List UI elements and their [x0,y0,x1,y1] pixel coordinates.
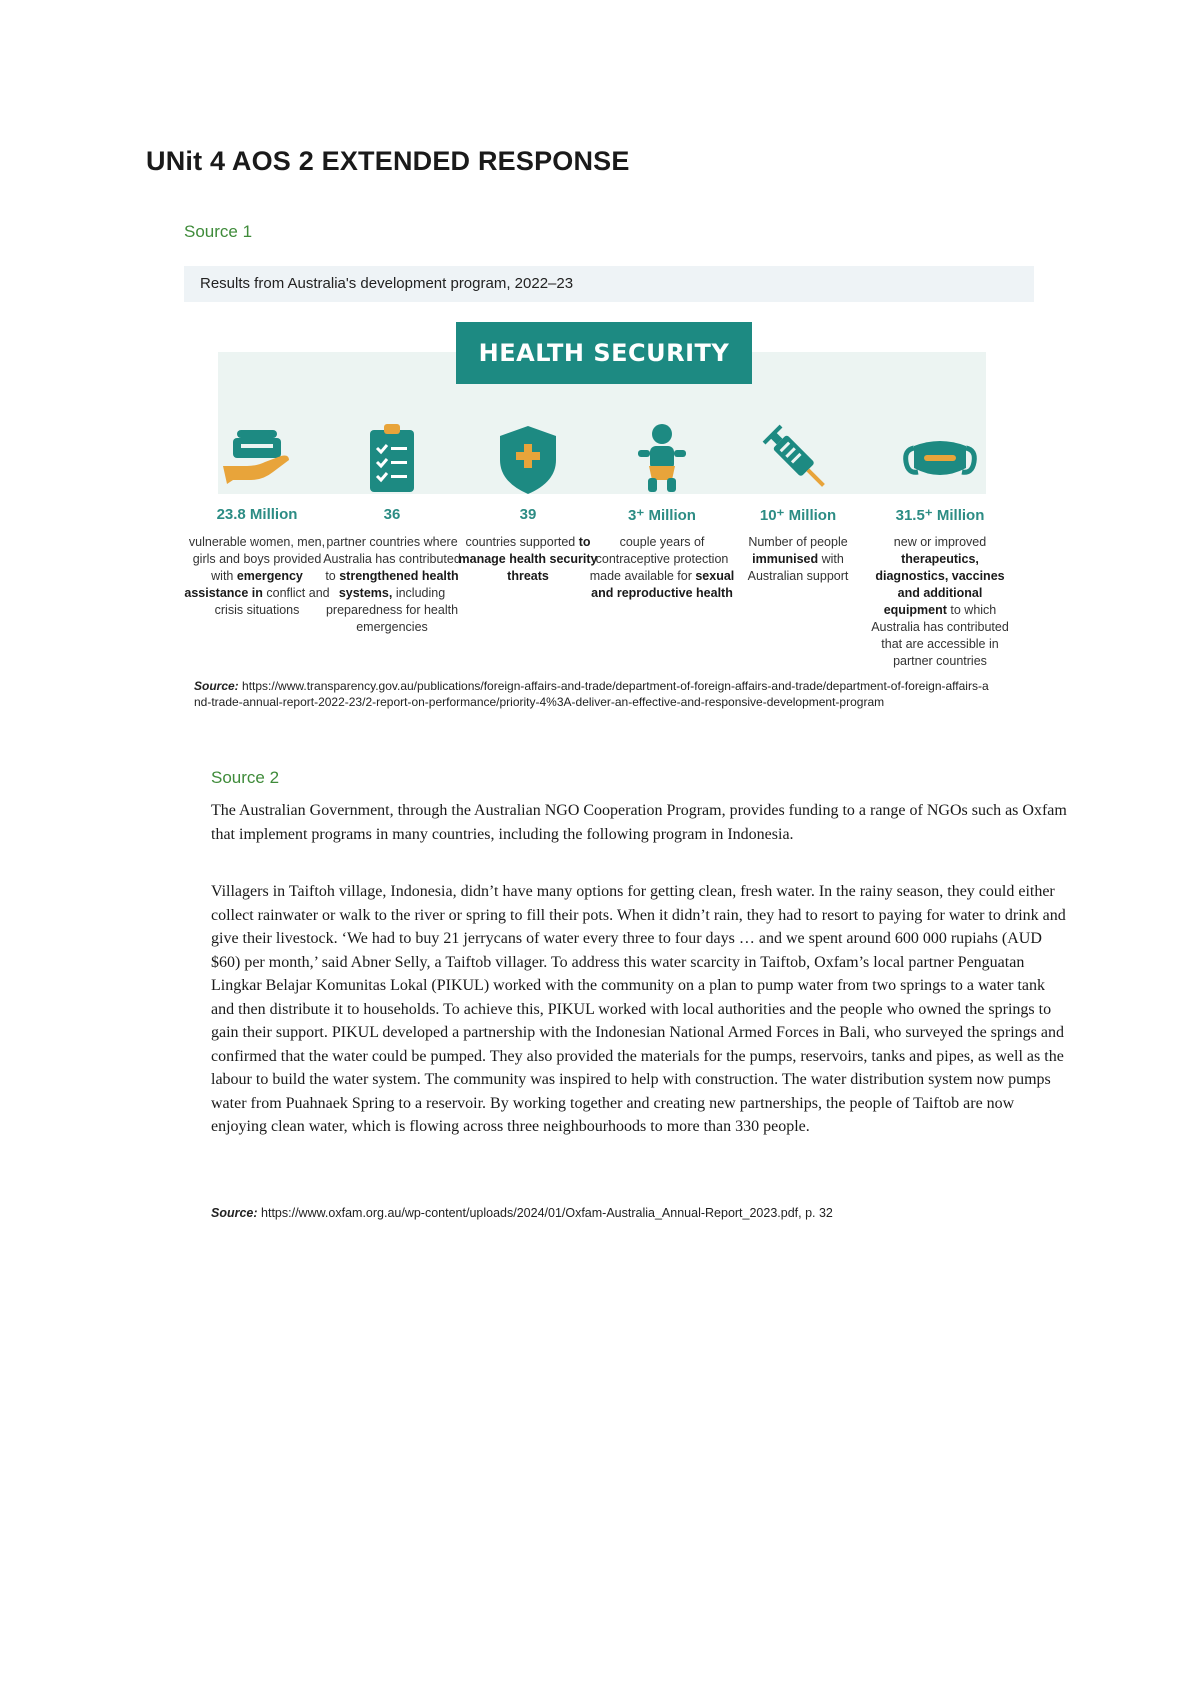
source-2-citation: Source: https://www.oxfam.org.au/wp-content/uploads/2024/01/Oxfam-Australia_Annual-Report_2023.pdf, p. 32 [211,1206,833,1220]
stat-value: 10⁺ Million [759,507,837,524]
syringe-icon [758,420,838,500]
stat-description: partner countries where Australia has contributed to strengthened health systems, including preparedness for health emergencies [323,535,461,634]
stat-description: vulnerable women, men, girls and boys provided with emergency assistance in conflict and crisis situations [184,535,330,617]
infographic-subtitle: Results from Australia's development program, 2022–23 [200,275,574,292]
stat-description: countries supported to manage health security threats [458,535,598,583]
source-1-citation: Source: https://www.transparency.gov.au/publications/foreign-affairs-and-trade/department-of-foreign-affairs-and-trade/department-of-foreign-affairs-and-trade-annual-report-2022-23/2-report-on-performance/priority-4%3A-deliver-an-effective-and-responsive-development-program [194,679,989,709]
stat-value: 23.8 Million [216,506,298,523]
source-1-url[interactable]: https://www.transparency.gov.au/publications/foreign-affairs-and-trade/department-of-foreign-affairs-and-trade/department-of-foreign-affairs-and-trade-annual-report-2022-23/2-report-on-performance/priority-4%3A-deliver-an-effective-and-responsive-development-program [194,679,989,709]
face-mask-icon [900,420,980,500]
source-2-case-study-paragraph: Villagers in Taiftoh village, Indonesia, didn’t have many options for getting clean, fresh water. In the rainy season, they could either collect rainwater or walk to the river or spring to fill their pots. When it didn’t rain, they had to resort to paying for water to drink and give their livestock. ‘We had to buy 21 jerrycans of water every three to four days … and we spent around 600 000 rupiahs (AUD $60) per month,’ said Abner Selly, a Taiftob villager. To address this water scarcity in Taiftob, Oxfam’s local partner Penguatan Lingkar Belajar Komunitas Lokal (PIKUL) worked with the community on a plan to pump water from two springs to a water tank and then distribute it to households. To achieve this, PIKUL worked with local authorities and the people who owned the springs to gain their support. PIKUL developed a partnership with the Indonesian National Armed Forces in Bali, who surveyed the springs and confirmed that the water could be pumped. They also provided the materials for the pumps, reservoirs, tanks and pipes, as well as the labour to build the water system. The community was inspired to help with construction. The water distribution system now pumps water from Puahnaek Spring to a reservoir. By working together and creating new partnerships, the people of Taiftob are now enjoying clean water, which is flowing across three neighbourhoods to more than 330 people. [211,883,1066,1135]
shield-plus-icon [488,420,568,500]
page-title: UNit 4 AOS 2 EXTENDED RESPONSE [146,146,630,176]
stat-description: new or improved therapeutics, diagnostics, vaccines and additional equipment to which Australia has contributed that are accessible in partner countries [871,535,1009,668]
infographic-subtitle-bar [184,266,1034,302]
stat-value: 31.5⁺ Million [895,507,985,524]
source-2-intro-paragraph: The Australian Government, through the Australian NGO Cooperation Program, provides funding to a range of NGOs such as Oxfam that implement programs in many countries, including the following program in Indonesia. [211,802,1067,843]
baby-icon [622,420,702,500]
clipboard-checklist-icon [352,420,432,500]
stat-value: 3⁺ Million [628,507,696,524]
stat-value: 39 [519,506,537,523]
source-2-label: Source 2 [211,768,280,787]
hand-holding-box-icon [217,420,297,500]
stat-description: couple years of contraceptive protection made available for sexual and reproductive health [589,535,735,600]
source-2-url[interactable]: https://www.oxfam.org.au/wp-content/uploads/2024/01/Oxfam-Australia_Annual-Report_2023.pdf, p. 32 [257,1206,833,1220]
source-1-label: Source 1 [184,222,253,241]
stat-description: Number of people immunised with Australian support [747,535,849,583]
stat-value: 36 [383,506,401,523]
health-security-banner: HEALTH SECURITY [456,322,752,384]
